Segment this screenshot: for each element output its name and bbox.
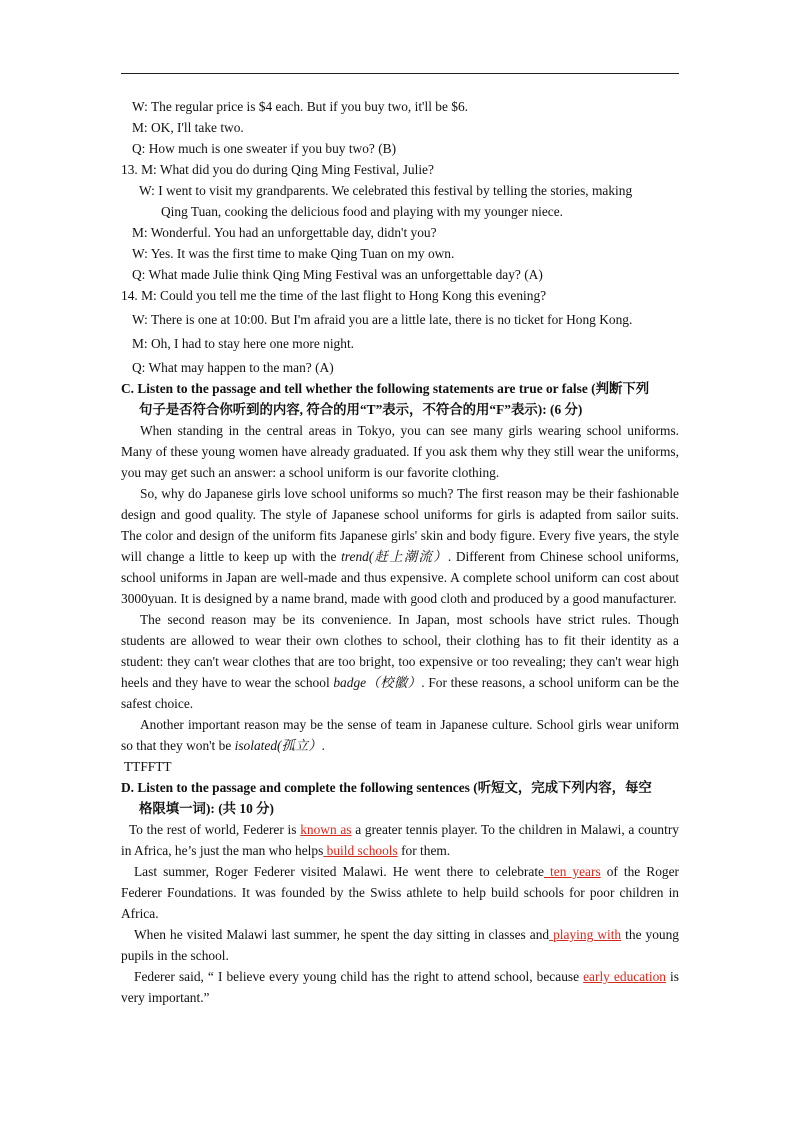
dialog13-woman-line-2: W: Yes. It was the first time to make Qing Tuan on my own. [132, 246, 455, 261]
answer-build-schools: build schools [323, 843, 398, 858]
passage-c-paragraph-1: When standing in the central areas in Tokyo, you can see many girls wearing school uniforms. Many of these young women have already graduated. If you ask them why they still wear the uniforms, you may get such an answer: a school uniform is our favorite clothing. [121, 423, 679, 480]
answer-known-as: known as [300, 822, 352, 837]
passage-c-paragraph-2: So, why do Japanese girls love school uniforms so much? The first reason may be their fashionable design and good quality. The style of Japanese school uniforms for girls is adapted from sailor suits. The color and design of the uniform fits Japanese girls' skin and body figure. Every five years, the style will change a little to keep up with the trend(赶上潮流）. Different from Chinese school uniforms, school uniforms in Japan are well-made and thus expensive. A complete school uniform can cost about 3000yuan. It is designed by a name brand, made with good cloth and produced by a good manufacturer. [121, 486, 679, 606]
section-d-heading-line1: D. Listen to the passage and complete the following sentences (听短文，完成下列内容，每空 [121, 780, 652, 795]
passage-d-sentence-3: When he visited Malawi last summer, he spent the day sitting in classes and playing with the young pupils in the school. [121, 927, 680, 963]
answer-ten-years: ten years [544, 864, 601, 879]
document-body [121, 96, 679, 1008]
dialog12-question: Q: How much is one sweater if you buy two? (B) [132, 141, 397, 156]
passage-c-paragraph-4: Another important reason may be the sense of team in Japanese culture. School girls wear uniform so that they won't be isolated(孤立）. [121, 717, 679, 753]
passage-c-paragraph-3: The second reason may be its convenience. In Japan, most schools have strict rules. Though students are allowed to wear their own clothes to school, their clothing has to fit their identity as a student: they can't wear clothes that are too bright, too expensive or too revealing; they can't wear high heels and they have to wear the school badge（校徽）. For these reasons, a school uniform can be the safest choice. [121, 612, 679, 711]
dialog12-man-line: M: OK, I'll take two. [132, 120, 244, 135]
section-c-heading [121, 378, 679, 420]
dialog13-woman-line-cont: Qing Tuan, cooking the delicious food and playing with my younger niece. [161, 204, 564, 219]
header-rule [121, 73, 679, 74]
dialog12-woman-line: W: The regular price is $4 each. But if you buy two, it'll be $6. [132, 99, 468, 114]
dialog13-man-line-2: M: Wonderful. You had an unforgettable day, didn't you? [132, 225, 437, 240]
section-d-heading [121, 777, 679, 819]
section-c-heading-line1: C. Listen to the passage and tell whether the following statements are true or false (判断下列 [121, 381, 650, 396]
dialog13-man-line: 13. M: What did you do during Qing Ming Festival, Julie? [121, 162, 434, 177]
section-d-heading-line2: 格限填一词): (共 10 分) [139, 801, 275, 816]
section-c-heading-line2: 句子是否符合你听到的内容, 符合的用“T”表示，不符合的用“F”表示): (6 分) [139, 402, 583, 417]
badge-term: badge（校徽） [333, 675, 422, 690]
passage-d-sentence-4: Federer said, “ I believe every young child has the right to attend school, because early education is very important.” [121, 969, 679, 1005]
trend-term: trend(赶上潮流） [341, 549, 448, 564]
section-c-answers: TTFFTT [124, 759, 172, 774]
dialog14-man-line-2: M: Oh, I had to stay here one more night. [132, 336, 355, 351]
answer-playing-with: playing with [549, 927, 622, 942]
passage-d-sentence-2: Last summer, Roger Federer visited Malawi. He went there to celebrate ten years of the Roger Federer Foundations. It was founded by the Swiss athlete to help build schools for poor children in Africa. [121, 864, 679, 921]
dialog13-woman-line: W: I went to visit my grandparents. We celebrated this festival by telling the stories, making [139, 183, 633, 198]
passage-d-sentence-1: To the rest of world, Federer is known as a greater tennis player. To the children in Malawi, a country in Africa, he’s just the man who helps build schools for them. [121, 822, 679, 858]
answer-early-education: early education [583, 969, 666, 984]
dialog13-question: Q: What made Julie think Qing Ming Festival was an unforgettable day? (A) [132, 267, 543, 282]
dialog14-question: Q: What may happen to the man? (A) [132, 360, 334, 375]
dialog14-woman-line: W: There is one at 10:00. But I'm afraid you are a little late, there is no ticket for Hong Kong. [132, 312, 633, 327]
dialog14-man-line: 14. M: Could you tell me the time of the last flight to Hong Kong this evening? [121, 288, 547, 303]
isolated-term: isolated(孤立） [234, 738, 322, 753]
